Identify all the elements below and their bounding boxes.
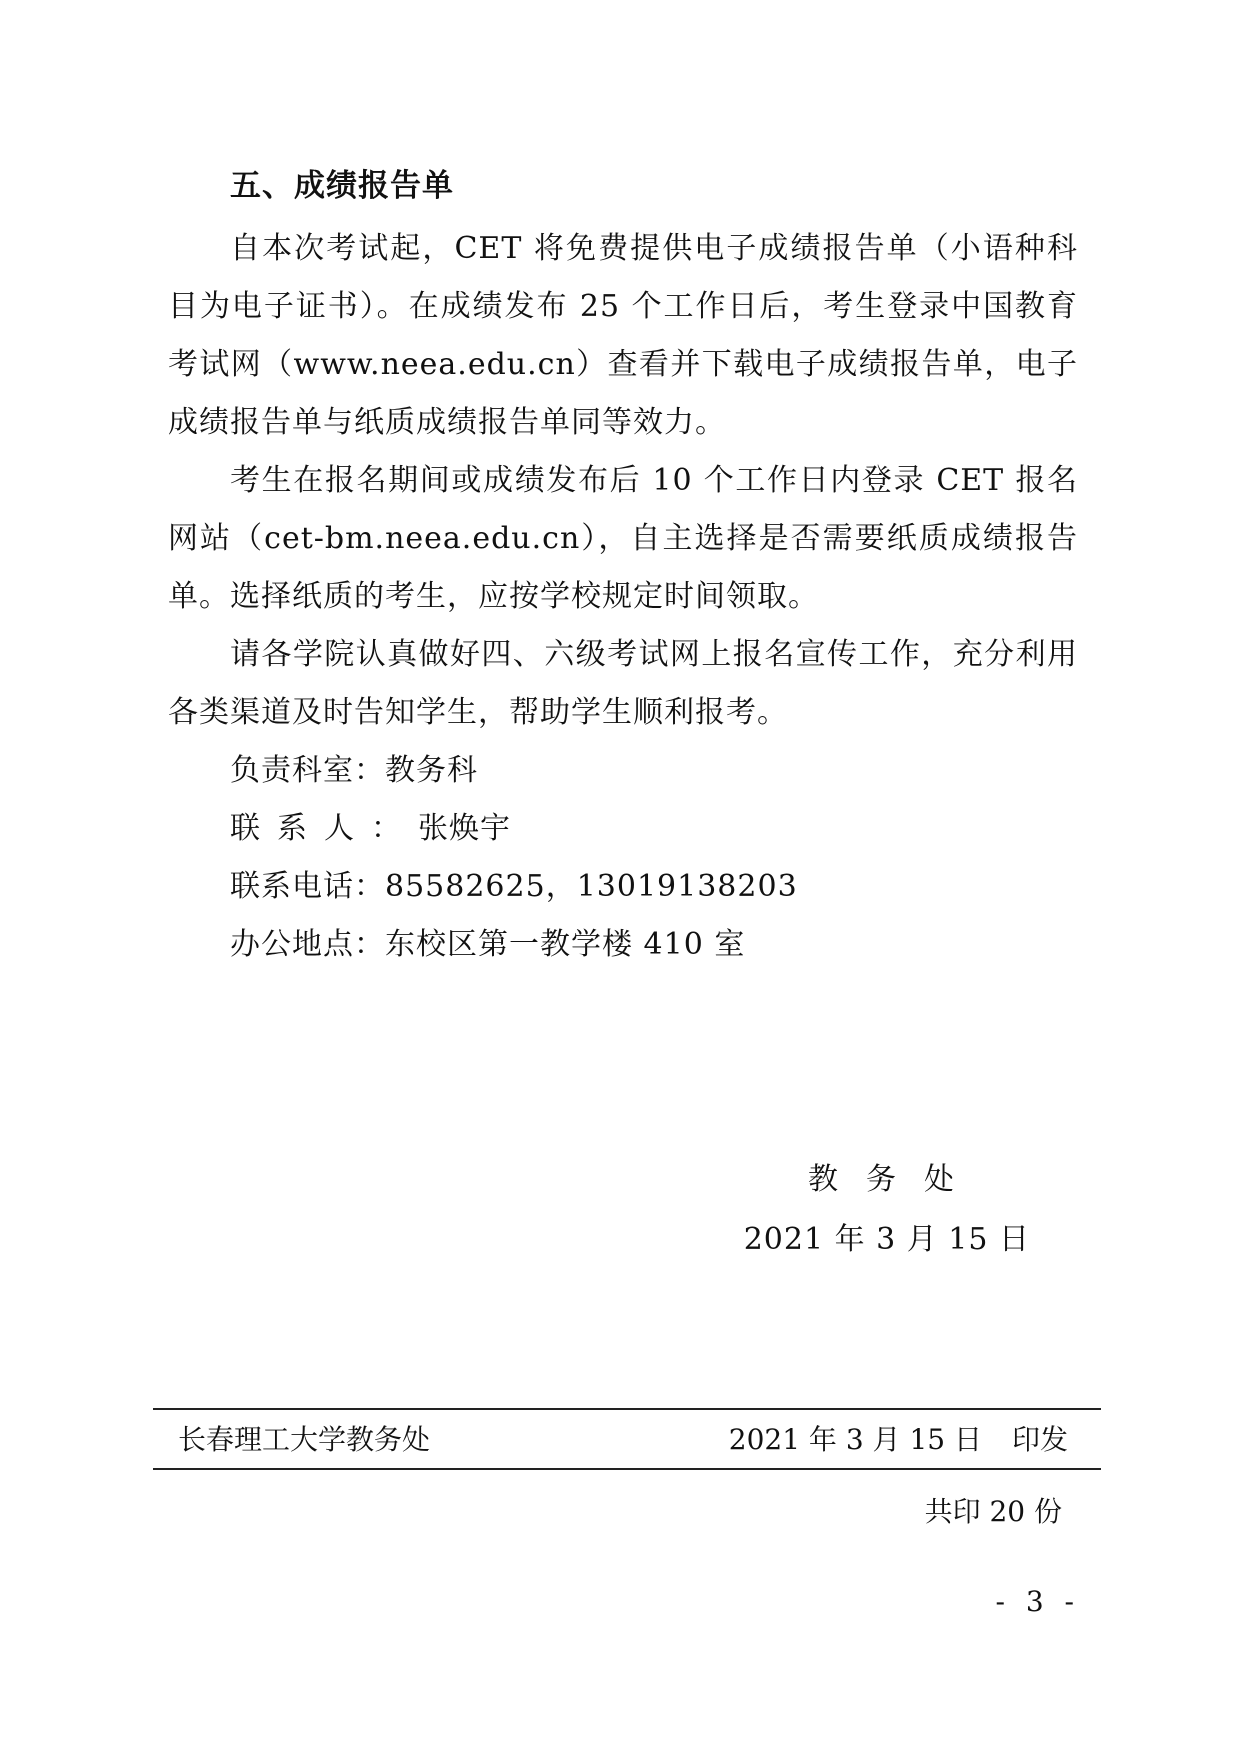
paragraph-text: 请各学院认真做好四、六级考试网上报名宣传工作，充分利用各类渠道及时告知学生，帮助学生顺利报考。 bbox=[168, 637, 1078, 730]
contact-phone-row bbox=[230, 858, 798, 916]
footer-issue-row bbox=[178, 1418, 1068, 1462]
person-value: 张焕宇 bbox=[418, 811, 511, 846]
paragraph-paper-report bbox=[168, 452, 1078, 626]
print-count: 共印 20 份 bbox=[924, 1495, 1062, 1528]
footer-issue-label: 印发 bbox=[1011, 1423, 1068, 1456]
person-label: 联系人： bbox=[230, 811, 418, 846]
contact-office-row bbox=[230, 742, 798, 800]
footer-issue-date: 2021 年 3 月 15 日 bbox=[728, 1423, 982, 1456]
contact-person-row bbox=[230, 800, 798, 858]
footer-top-rule bbox=[153, 1408, 1101, 1410]
signature-office: 教务处 bbox=[808, 1162, 982, 1197]
office-label: 负责科室： bbox=[230, 753, 385, 788]
signature-date: 2021 年 3 月 15 日 bbox=[743, 1222, 1030, 1257]
footer-organization: 长春理工大学教务处 bbox=[178, 1423, 431, 1456]
paragraph-text: 自本次考试起，CET 将免费提供电子成绩报告单（小语种科目为电子证书）。在成绩发布 25 个工作日后，考生登录中国教育考试网（www.neea.edu.cn）查看并下载电子成绩报告单，电子成绩报告单与纸质成绩报告单同等效力。 bbox=[168, 231, 1078, 440]
footer-bottom-rule bbox=[153, 1468, 1101, 1470]
location-value: 东校区第一教学楼 410 室 bbox=[385, 927, 746, 962]
office-value: 教务科 bbox=[385, 753, 478, 788]
footer-issue bbox=[729, 1418, 1068, 1462]
paragraph-publicity bbox=[168, 626, 1078, 742]
page-number: - 3 - bbox=[995, 1585, 1080, 1618]
contact-location-row bbox=[230, 916, 798, 974]
phone-value: 85582625，13019138203 bbox=[385, 869, 798, 904]
paragraph-text: 考生在报名期间或成绩发布后 10 个工作日内登录 CET 报名网站（cet-bm.neea.edu.cn），自主选择是否需要纸质成绩报告单。选择纸质的考生，应按学校规定时间领取。 bbox=[168, 463, 1078, 614]
signature-block bbox=[744, 1150, 1030, 1270]
location-label: 办公地点： bbox=[230, 927, 385, 962]
contact-block bbox=[230, 742, 798, 974]
phone-label: 联系电话： bbox=[230, 869, 385, 904]
section-heading: 五、成绩报告单 bbox=[230, 168, 454, 204]
paragraph-score-report bbox=[168, 220, 1078, 452]
